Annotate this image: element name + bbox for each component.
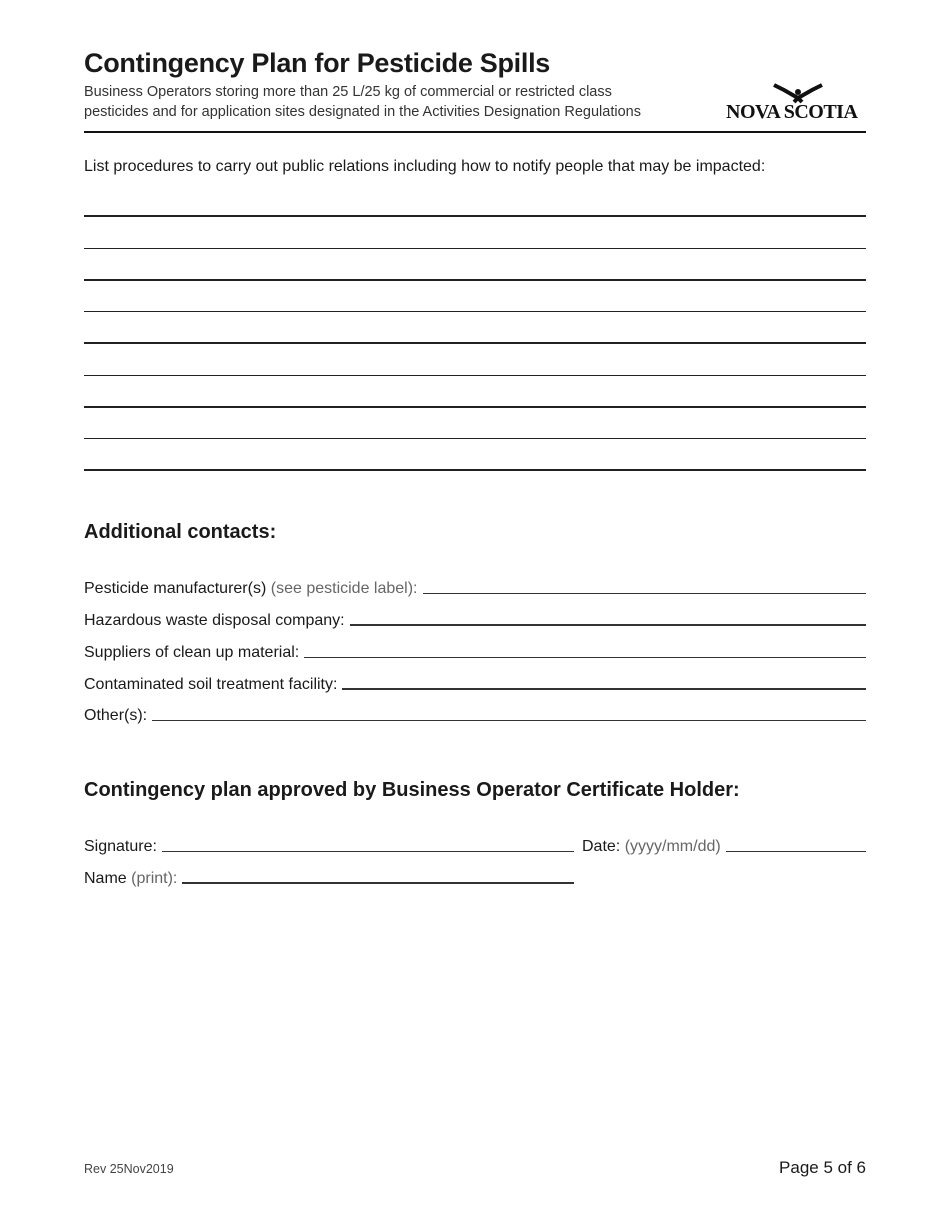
field-pesticide-manufacturer[interactable] — [84, 576, 866, 598]
signature-field[interactable] — [84, 834, 574, 856]
input-line[interactable] — [152, 720, 866, 721]
input-line[interactable] — [423, 593, 867, 594]
name-hint: (print): — [131, 870, 178, 887]
approval-heading: Contingency plan approved by Business Operator Certificate Holder: — [84, 779, 740, 801]
revision-label: Rev 25Nov2019 — [84, 1162, 174, 1176]
date-hint: (yyyy/mm/dd) — [624, 838, 721, 855]
signature-label: Signature: — [84, 838, 157, 855]
date-field[interactable] — [582, 834, 866, 856]
writing-line[interactable] — [84, 279, 866, 281]
input-line[interactable] — [304, 657, 866, 658]
field-label: Contaminated soil treatment facility: — [84, 676, 338, 693]
writing-line[interactable] — [84, 438, 866, 439]
writing-line[interactable] — [84, 248, 866, 249]
date-line[interactable] — [726, 851, 866, 852]
input-line[interactable] — [350, 624, 866, 626]
field-label: Hazardous waste disposal company: — [84, 612, 345, 629]
subtitle-line-1: Business Operators storing more than 25 L/25 kg of commercial or restricted class — [84, 84, 612, 100]
field-hazardous-waste[interactable] — [84, 608, 866, 630]
additional-contacts-heading: Additional contacts: — [84, 521, 277, 543]
field-label: Pesticide manufacturer(s) — [84, 580, 267, 597]
subtitle-line-2: pesticides and for application sites designated in the Activities Designation Regulations — [84, 104, 641, 120]
name-line[interactable] — [182, 882, 574, 884]
date-label: Date: — [582, 838, 621, 855]
name-label: Name — [84, 870, 127, 887]
page-number: Page 5 of 6 — [779, 1158, 866, 1177]
logo-text: NOVA SCOTIA — [726, 101, 858, 123]
writing-line[interactable] — [84, 311, 866, 312]
field-soil-treatment[interactable] — [84, 672, 866, 694]
field-hint: (see pesticide label): — [270, 580, 418, 597]
field-clean-up-suppliers[interactable] — [84, 640, 866, 662]
signature-line[interactable] — [162, 851, 574, 852]
field-label: Suppliers of clean up material: — [84, 644, 300, 661]
writing-line[interactable] — [84, 375, 866, 376]
input-line[interactable] — [342, 688, 866, 690]
header-divider — [84, 131, 866, 133]
public-relations-prompt: List procedures to carry out public relations including how to notify people that may be impacted: — [84, 158, 766, 175]
writing-line[interactable] — [84, 215, 866, 217]
field-others[interactable] — [84, 703, 866, 725]
name-field[interactable] — [84, 866, 574, 888]
field-label: Other(s): — [84, 707, 148, 724]
page-title: Contingency Plan for Pesticide Spills — [84, 48, 551, 78]
nova-scotia-logo — [726, 82, 868, 124]
writing-line[interactable] — [84, 469, 866, 471]
writing-line[interactable] — [84, 342, 866, 344]
writing-line[interactable] — [84, 406, 866, 408]
